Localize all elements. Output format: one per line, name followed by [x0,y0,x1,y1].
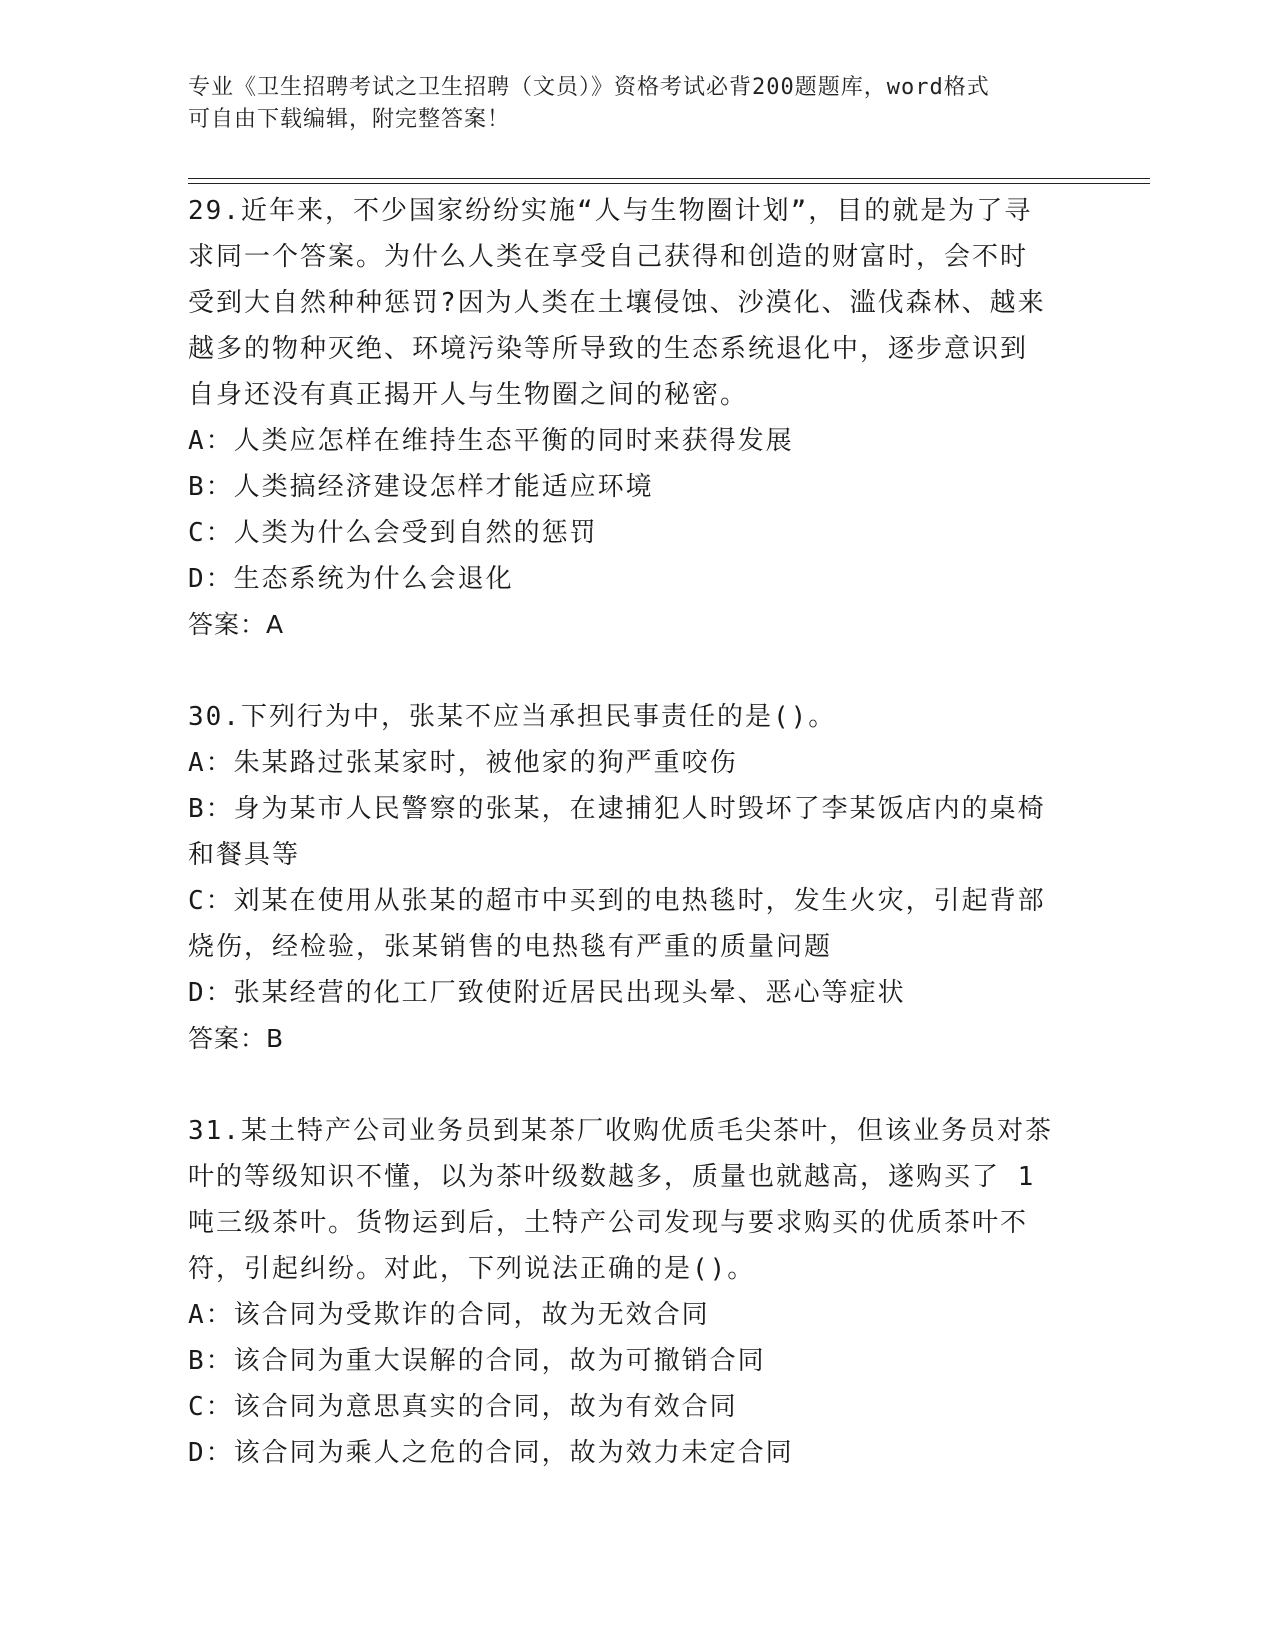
question-stem-line: 30.下列行为中，张某不应当承担民事责任的是()。 [188,702,837,732]
option-line: D：该合同为乘人之危的合同，故为效力未定合同 [188,1438,794,1468]
option-line: A：该合同为受欺诈的合同，故为无效合同 [188,1300,710,1330]
question-stem-line: 受到大自然种种惩罚?因为人类在土壤侵蚀、沙漠化、滥伐森林、越来 [188,288,1046,318]
option-line: D：生态系统为什么会退化 [188,564,514,594]
header-line-2: 可自由下载编辑，附完整答案！ [188,107,511,132]
option-line: 烧伤，经检验，张某销售的电热毯有严重的质量问题 [188,932,833,962]
answer-line: 答案：A [188,610,285,639]
option-line: B：该合同为重大误解的合同，故为可撤销合同 [188,1346,766,1376]
question-stem-line: 符，引起纠纷。对此，下列说法正确的是()。 [188,1254,756,1284]
question-list [188,188,1088,1476]
question-stem-line: 叶的等级知识不懂，以为茶叶级数越多，质量也就越高，遂购买了 1 [188,1162,1036,1192]
option-line: C：人类为什么会受到自然的惩罚 [188,518,598,548]
option-line: D：张某经营的化工厂致使附近居民出现头晕、恶心等症状 [188,978,906,1008]
question-stem-line: 自身还没有真正揭开人与生物圈之间的秘密。 [188,380,749,410]
header-line-1: 专业《卫生招聘考试之卫生招聘（文员）》资格考试必背200题题库，word格式 [188,75,990,100]
header-rule-top [188,178,1150,179]
option-line: C：刘某在使用从张某的超市中买到的电热毯时，发生火灾，引起背部 [188,886,1046,916]
document-header [188,72,1088,136]
question-block [188,694,1088,1062]
question-stem-line: 29.近年来，不少国家纷纷实施“人与生物圈计划”，目的就是为了寻 [188,196,1033,226]
option-line: A：人类应怎样在维持生态平衡的同时来获得发展 [188,426,794,456]
question-block [188,1108,1088,1476]
question-stem-line: 求同一个答案。为什么人类在享受自己获得和创造的财富时，会不时 [188,242,1029,272]
option-line: B：人类搞经济建设怎样才能适应环境 [188,472,654,502]
header-rule-bottom [188,183,1150,184]
option-line: A：朱某路过张某家时，被他家的狗严重咬伤 [188,748,738,778]
option-line: C：该合同为意思真实的合同，故为有效合同 [188,1392,738,1422]
question-stem-line: 吨三级茶叶。货物运到后，土特产公司发现与要求购买的优质茶叶不 [188,1208,1029,1238]
answer-line: 答案：B [188,1024,285,1053]
option-line: 和餐具等 [188,840,301,870]
question-stem-line: 31.某土特产公司业务员到某茶厂收购优质毛尖茶叶，但该业务员对茶 [188,1116,1053,1146]
option-line: B：身为某市人民警察的张某，在逮捕犯人时毁坏了李某饭店内的桌椅 [188,794,1046,824]
question-block [188,188,1088,648]
question-stem-line: 越多的物种灭绝、环境污染等所导致的生态系统退化中，逐步意识到 [188,334,1029,364]
